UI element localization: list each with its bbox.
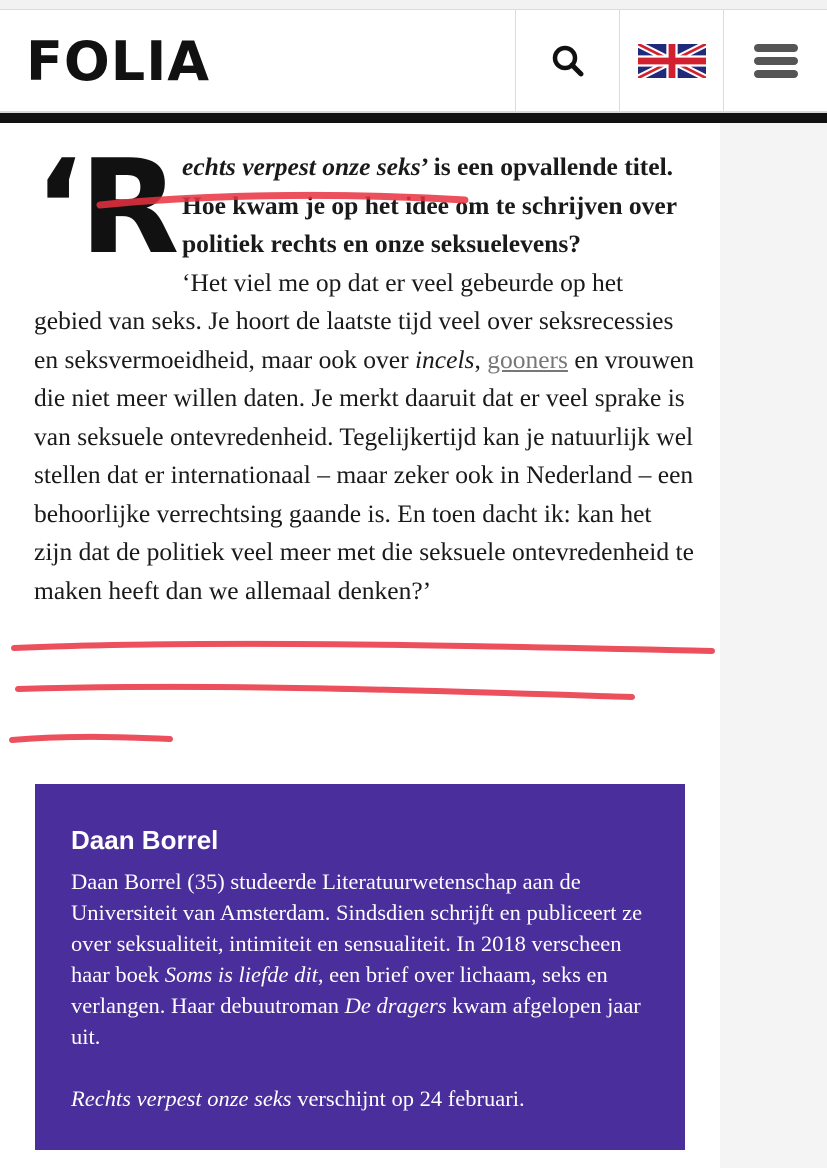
bio-text-1: Daan Borrel (35) studeerde Literatuurwetenschap aan de Universiteit van Amsterdam. Sindsdien schrijft en publiceert ze over seksualiteit, intimiteit en sensualiteit. In 2018 verscheen haar boek (71, 869, 643, 987)
answer-text-2: en vrouwen die niet meer willen daten. Je merkt daaruit dat er veel sprake is van seksuele ontevredenheid. Tegelijkertijd kan je natuurlijk wel stellen dat er internationaal – maar zeker ook in Nederland – een behoorlijke verrechtsing gaande is. En toen dacht ik: kan het zijn dat de politiek veel meer met die seksuele ontevredenheid te maken heeft dan we allemaal denken?’ (34, 344, 694, 605)
answer-text-1: ‘Het viel me op dat er veel gebeurde op het gebied van seks. Je hoort de laatste tijd veel over seksrecessies en seksvermoeidheid, maar ook over (34, 267, 674, 374)
question-text: ’ is een opvallende titel. Hoe kwam je op het idee om te schrijven over politiek rechts en onze seksuelevens? (182, 152, 677, 258)
interview-question (34, 131, 694, 283)
interview-article (34, 131, 694, 610)
author-bio-box (35, 784, 685, 1150)
answer-comma: , (474, 344, 488, 374)
uk-flag-icon (638, 44, 706, 78)
author-bio-text (71, 866, 649, 1052)
site-header (0, 10, 827, 113)
top-status-strip (0, 0, 827, 10)
publication-book-title: Rechts verpest onze seks (71, 1086, 292, 1111)
interview-answer (34, 264, 694, 611)
answer-term-incels: incels (414, 344, 475, 374)
publication-date-text: verschijnt op 24 februari. (291, 1086, 525, 1111)
search-button[interactable] (515, 10, 619, 111)
search-icon (550, 43, 586, 79)
book-title-italic: echts verpest onze seks (182, 152, 421, 181)
language-switch-button[interactable] (619, 10, 723, 111)
gooners-link[interactable]: gooners (487, 344, 568, 374)
bio-text-3: kwam afgelopen jaar uit. (71, 993, 641, 1049)
publication-note (71, 1083, 649, 1114)
bio-book-2: De dragers (344, 993, 447, 1018)
author-name: Daan Borrel (71, 825, 219, 855)
menu-icon (754, 42, 798, 80)
folia-logo[interactable]: FOLIA (26, 30, 211, 93)
bio-book-1: Soms is liefde dit (164, 962, 318, 987)
drop-cap: ‘R (34, 131, 176, 283)
right-gutter (720, 123, 827, 1168)
header-divider-bar (0, 113, 827, 123)
bio-text-2: , een brief over lichaam, seks en verlangen. Haar debuutroman (71, 962, 608, 1018)
menu-button[interactable] (723, 10, 827, 111)
